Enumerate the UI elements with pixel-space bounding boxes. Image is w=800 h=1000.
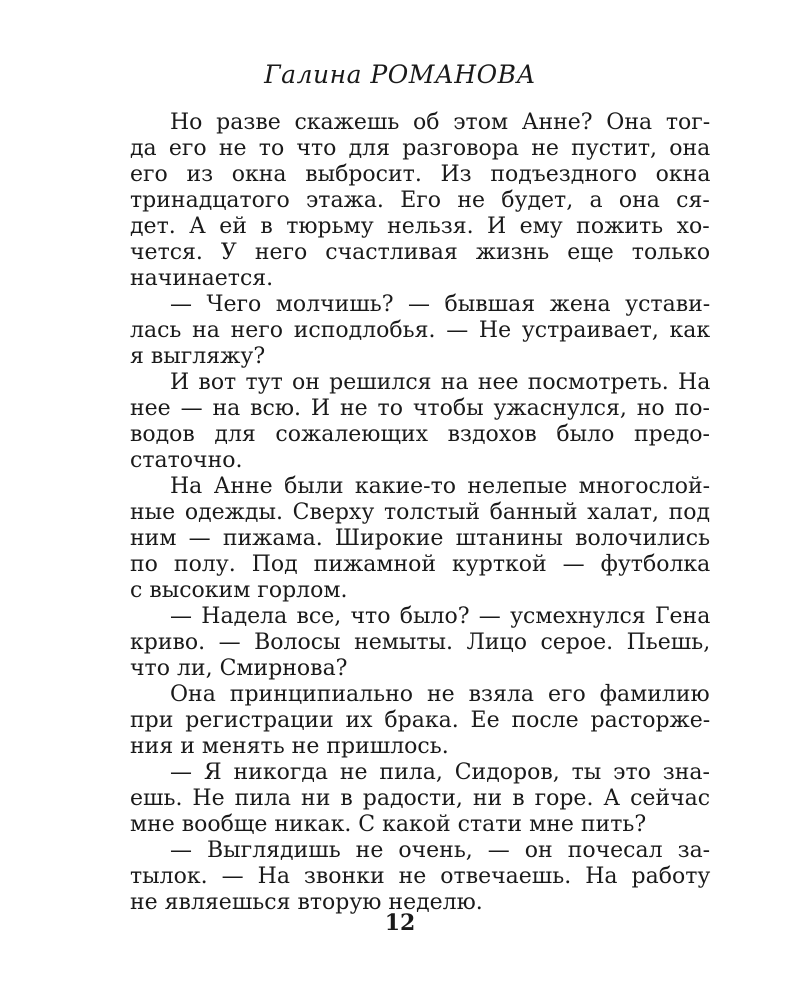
body-text (130, 110, 710, 916)
text-line: что ли, Смирнова? (130, 656, 348, 681)
text-line: водов для сожалеющих вздохов было предо- (130, 422, 710, 447)
text-line: Она принципиально не взяла его фамилию (170, 682, 710, 707)
text-line: чется. У него счастливая жизнь еще только (130, 240, 711, 265)
text-line: тылок. — На звонки не отвечаешь. На работу (130, 864, 711, 889)
text-line: И вот тут он решился на нее посмотреть. На (170, 370, 711, 395)
running-head-author: Галина РОМАНОВА (264, 60, 536, 89)
text-line: с высоким горлом. (130, 578, 348, 603)
text-line: мне вообще никак. С какой стати мне пить? (130, 812, 647, 837)
text-line: его из окна выбросит. Из подъездного окна (130, 162, 711, 187)
text-line: криво. — Волосы немыты. Лицо серое. Пьешь, (130, 630, 711, 655)
text-line: нее — на всю. И не то чтобы ужаснулся, но по- (130, 396, 710, 421)
text-line: я выгляжу? (130, 344, 266, 369)
text-line: ешь. Не пила ни в радости, ни в горе. А сейчас (130, 786, 711, 811)
text-line: — Надела все, что было? — усмехнулся Гена (170, 604, 711, 629)
text-line: ним — пижама. Широкие штанины волочились (130, 526, 711, 551)
text-line: тринадцатого этажа. Его не будет, а она ся- (130, 188, 710, 213)
text-line: лась на него исподлобья. — Не устраивает, как (130, 318, 711, 343)
text-line: да его не то что для разговора не пустит, она (130, 136, 711, 161)
text-line: при регистрации их брака. Ее после расторже- (130, 708, 711, 733)
text-line: ния и менять не пришлось. (130, 734, 449, 759)
text-line: дет. А ей в тюрьму нельзя. И ему пожить хо- (130, 214, 710, 239)
text-line: начинается. (130, 266, 274, 291)
page-number: 12 (384, 910, 416, 936)
text-line: — Я никогда не пила, Сидоров, ты это зна- (170, 760, 710, 785)
text-line: не являешься вторую неделю. (130, 890, 483, 915)
text-line: ные одежды. Сверху толстый банный халат, под (130, 500, 711, 525)
text-line: статочно. (130, 448, 243, 473)
text-line: по полу. Под пижамной курткой — футболка (130, 552, 711, 577)
text-line: — Выглядишь не очень, — он почесал за- (170, 838, 711, 863)
text-line: — Чего молчишь? — бывшая жена устави- (170, 292, 711, 317)
text-line: На Анне были какие-то нелепые многослой- (170, 474, 711, 499)
text-line: Но разве скажешь об этом Анне? Она тог- (170, 110, 711, 135)
